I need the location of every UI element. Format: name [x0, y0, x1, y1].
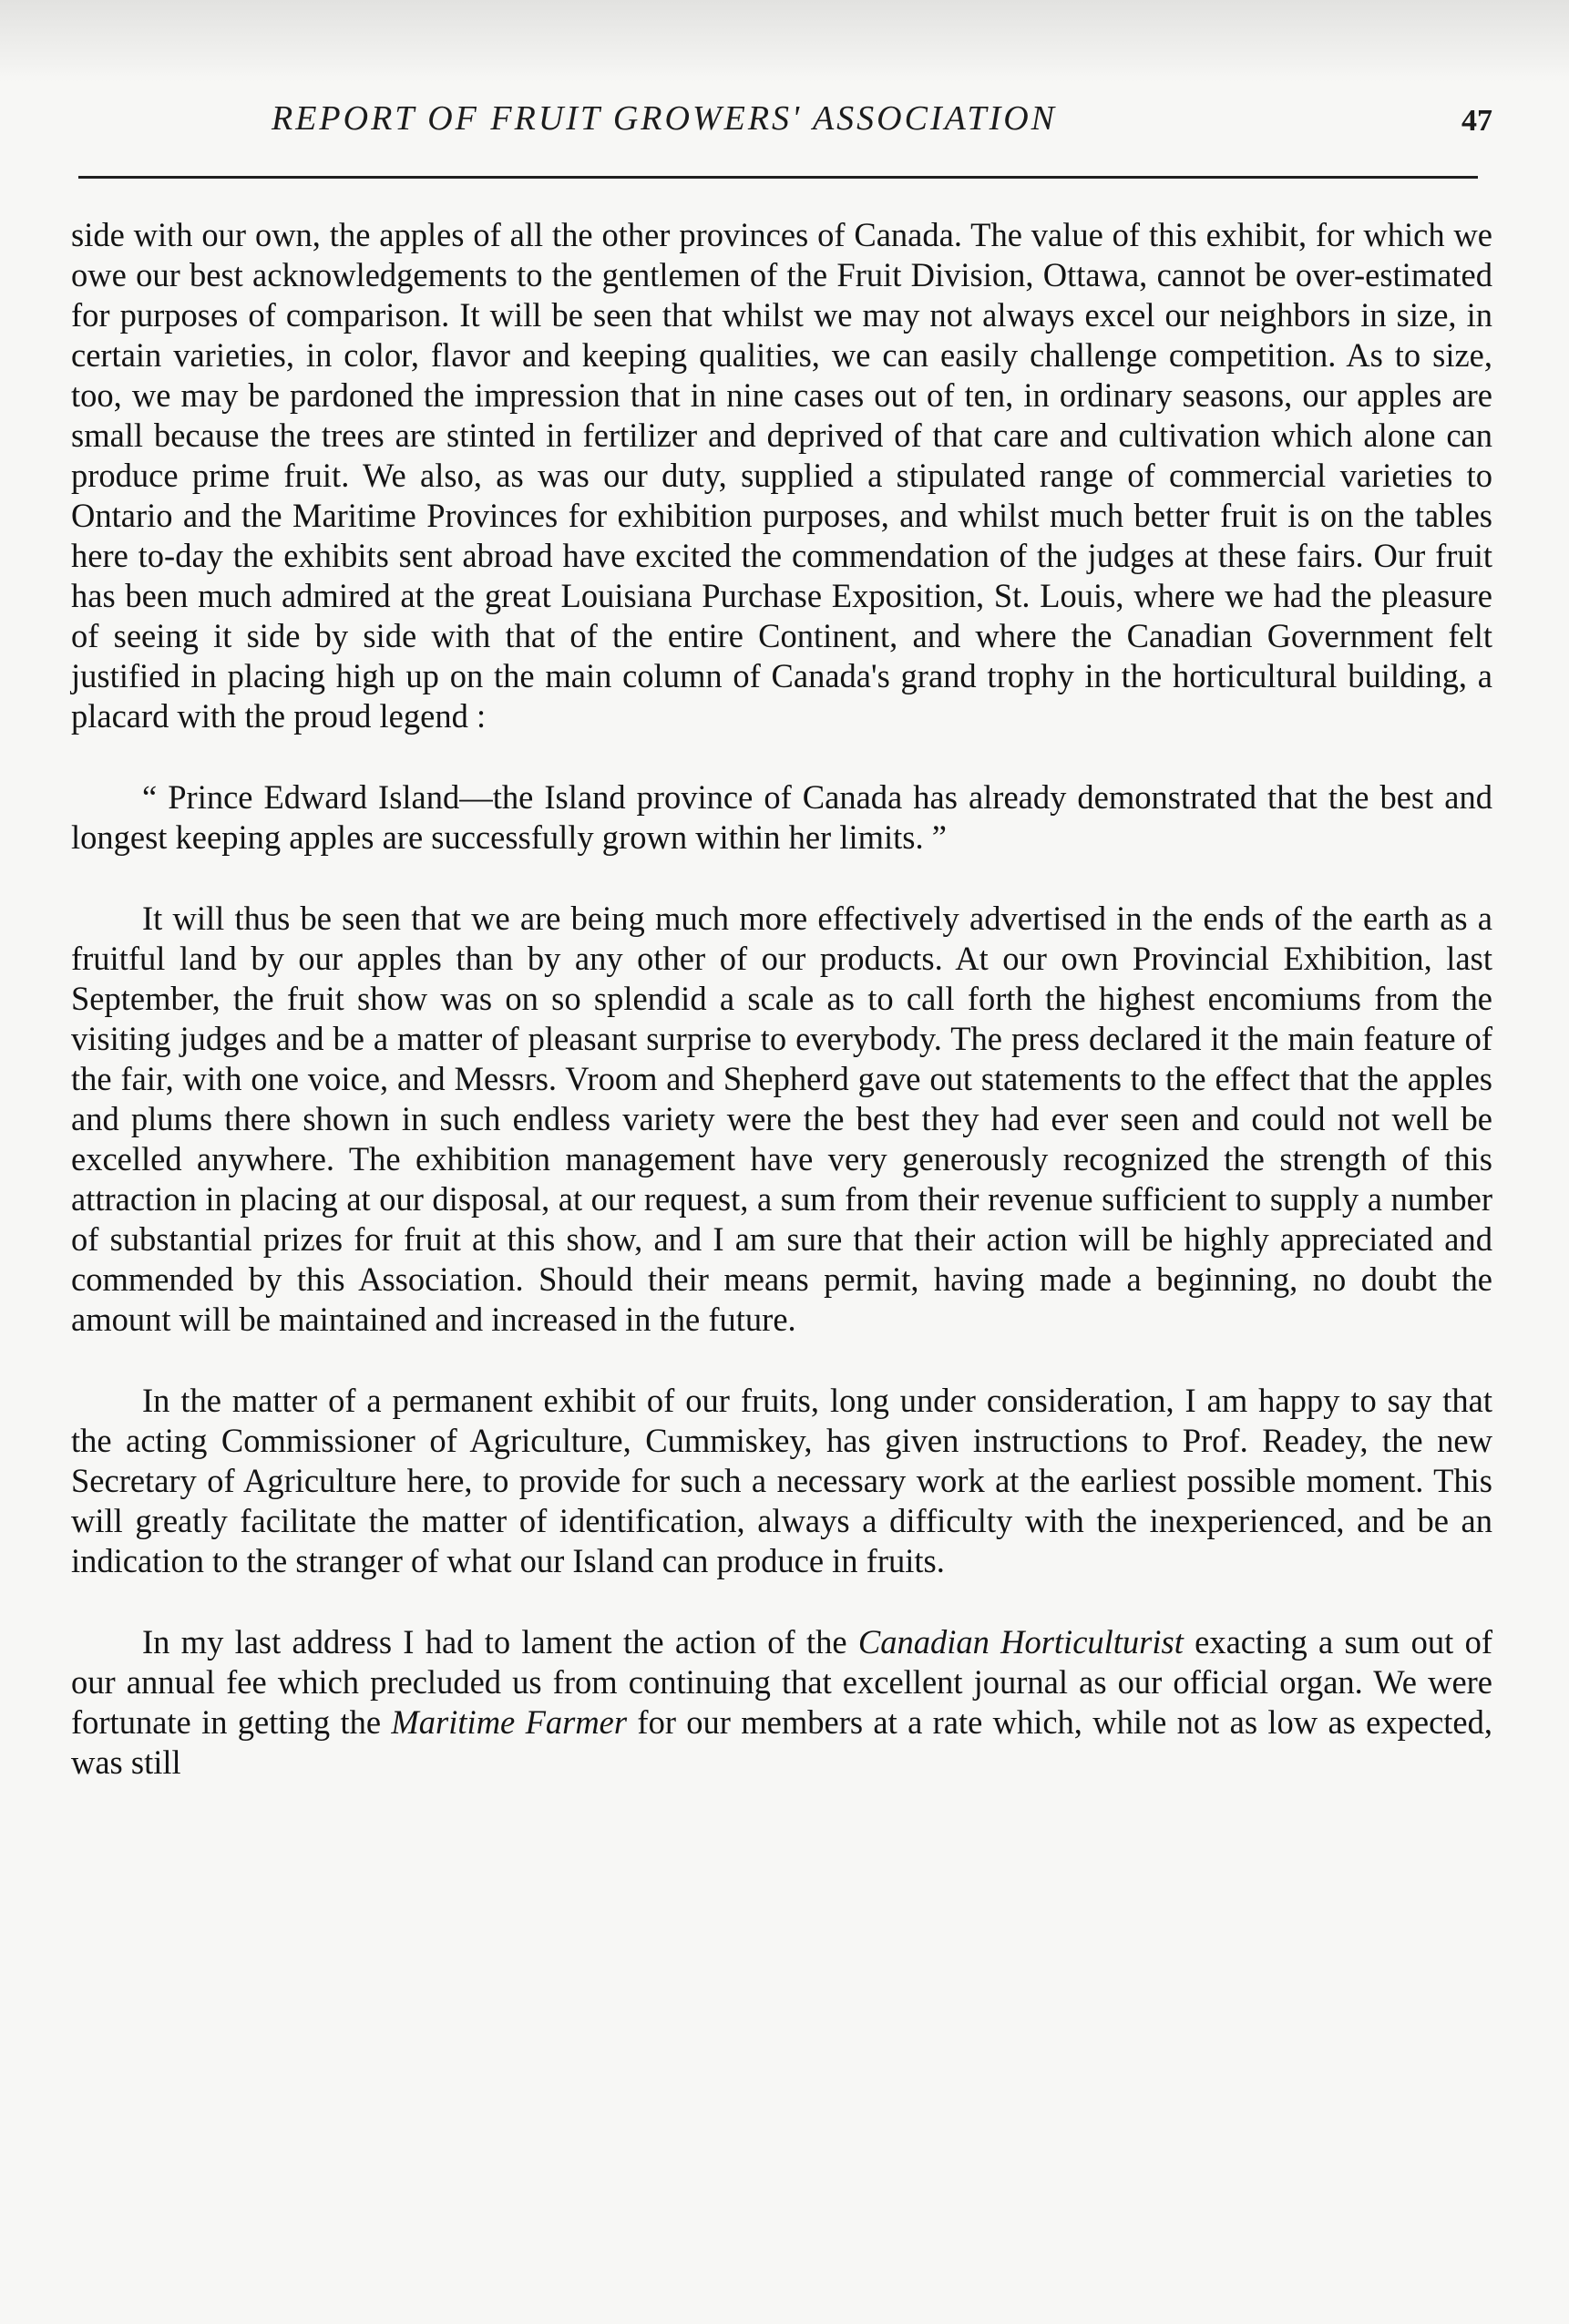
journal-title-canadian-horticulturist: Canadian Horticulturist: [857, 1623, 1184, 1661]
paragraph-5-text-1: In my last address I had to lament the action of the: [142, 1623, 858, 1661]
paragraph-gap: [71, 736, 1492, 777]
paragraph-5: [71, 1622, 1492, 1783]
paragraph-gap: [71, 1340, 1492, 1381]
scan-shadow: [0, 0, 1569, 82]
paragraph-5-text-2: exacting a sum out of our annual fee which precluded us from continuing that excellent journal as our official organ. We were fortunate in getting the: [71, 1623, 1492, 1741]
paragraph-1: side with our own, the apples of all the other provinces of Canada. The value of this exhibit, for which we owe our best acknowledgements to the gentlemen of the Fruit Division, Ottawa, cannot be over-estimated for purposes of comparison. It will be seen that whilst we may not always excel our neighbors in size, in certain varieties, in color, flavor and keeping qualities, we can easily challenge competition. As to size, too, we may be pardoned the impression that in nine cases out of ten, in ordinary seasons, our apples are small because the trees are stinted in fertilizer and deprived of that care and cultivation which alone can produce prime fruit. We also, as was our duty, supplied a stipulated range of commercial varieties to Ontario and the Maritime Provinces for exhibition purposes, and whilst much better fruit is on the tables here to-day the exhibits sent abroad have excited the commendation of the judges at these fairs. Our fruit has been much admired at the great Louisiana Purchase Exposition, St. Louis, where we had the pleasure of seeing it side by side with that of the entire Continent, and where the Canadian Government felt justified in placing high up on the main column of Canada's grand trophy in the horticultural building, a placard with the proud legend :: [71, 216, 1492, 735]
paragraph-4: In the matter of a permanent exhibit of our fruits, long under consideration, I am happy to say that the acting Commissioner of Agriculture, Cummiskey, has given instructions to Prof. Readey, the new Secretary of Agriculture here, to provide for such a necessary work at the earliest possible moment. This will greatly facilitate the matter of identification, always a difficulty with the inexperienced, and be an indication to the stranger of what our Island can produce in fruits.: [71, 1382, 1492, 1579]
quotation-paragraph: “ Prince Edward Island—the Island province of Canada has already demonstrated that the best and longest keeping apples are successfully grown within her limits. ”: [71, 778, 1492, 856]
paragraph-gap: [71, 1581, 1492, 1622]
body-text: [71, 215, 1492, 1783]
page-number: 47: [1461, 104, 1492, 138]
paragraph-5-text-3: for our members at a rate which, while not as low as expected, was still: [71, 1703, 1492, 1781]
header-rule: [78, 176, 1478, 179]
running-head: REPORT OF FRUIT GROWERS' ASSOCIATION: [272, 99, 1058, 138]
paragraph-gap: [71, 858, 1492, 899]
page-header: [71, 98, 1492, 153]
paragraph-3: It will thus be seen that we are being much more effectively advertised in the ends of the earth as a fruitful land by our apples than by any other of our products. At our own Provincial Exhibition, last September, the fruit show was on so splendid a scale as to call forth the highest encomiums from the visiting judges and be a matter of pleasant surprise to everybody. The press declared it the main feature of the fair, with one voice, and Messrs. Vroom and Shepherd gave out statements to the effect that the apples and plums there shown in such endless variety were the best they had ever seen and could not well be excelled anywhere. The exhibition management have very generously recognized the strength of this attraction in placing at our disposal, at our request, a sum from their revenue sufficient to supply a number of substantial prizes for fruit at this show, and I am sure that their action will be highly appreciated and commended by this Association. Should their means permit, having made a beginning, no doubt the amount will be maintained and increased in the future.: [71, 900, 1492, 1338]
journal-title-maritime-farmer: Maritime Farmer: [391, 1703, 628, 1741]
